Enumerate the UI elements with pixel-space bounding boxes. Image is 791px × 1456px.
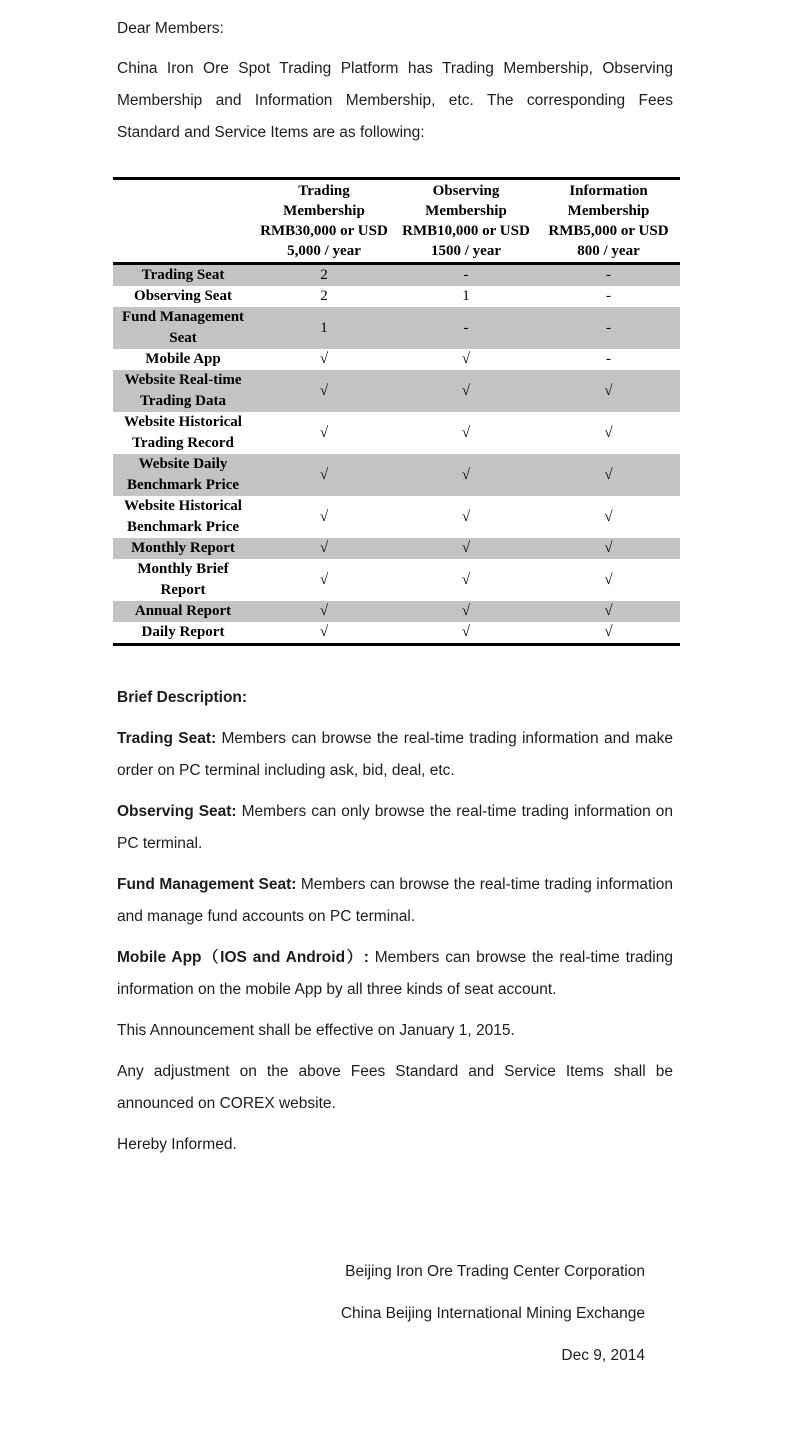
- table-row: [113, 496, 680, 538]
- description-item: [117, 869, 673, 933]
- column-header-line: Membership: [283, 203, 365, 219]
- cell-value: √: [604, 424, 613, 441]
- column-header-line: RMB5,000 or USD: [548, 223, 669, 239]
- table-row: [113, 622, 680, 645]
- cell-value: √: [319, 540, 329, 556]
- cell-value: √: [319, 603, 329, 619]
- cell-value: √: [319, 508, 329, 525]
- cell-value: √: [604, 540, 613, 556]
- closing-line: China Beijing International Mining Exchange: [340, 1305, 645, 1322]
- description-item: [117, 796, 673, 860]
- column-header-line: Observing: [432, 183, 500, 199]
- column-header-line: 800 / year: [577, 243, 640, 259]
- term-text: Members can only browse the real-time trading information on PC terminal.: [117, 803, 673, 852]
- column-header-line: Trading: [298, 183, 350, 199]
- cell-value: 2: [320, 288, 328, 304]
- table-row: [113, 538, 680, 559]
- salutation: Dear Members:: [117, 20, 224, 37]
- note-paragraph: This Announcement shall be effective on January 1, 2015.: [117, 1022, 515, 1039]
- cell-value: √: [319, 351, 329, 367]
- cell-value: 1: [320, 319, 328, 336]
- brief-description-list: [117, 723, 673, 1006]
- table-row: [113, 370, 680, 412]
- column-header-line: 1500 / year: [431, 243, 501, 259]
- cell-value: 2: [320, 267, 328, 283]
- notes-list: [117, 1015, 673, 1161]
- note-paragraph: Any adjustment on the above Fees Standard and Service Items shall be announced on COREX website.: [117, 1063, 673, 1112]
- table-row: [113, 307, 680, 349]
- cell-value: √: [319, 382, 329, 399]
- table-row: [113, 601, 680, 622]
- cell-value: √: [319, 466, 329, 483]
- row-label: Observing Seat: [134, 288, 232, 304]
- term-label: Mobile App（IOS and Android）:: [117, 949, 369, 966]
- table-row: [113, 286, 680, 307]
- cell-value: -: [606, 288, 611, 304]
- column-header: [537, 179, 680, 264]
- row-label: Fund Management Seat: [121, 309, 245, 346]
- cell-value: √: [461, 571, 471, 588]
- cell-value: √: [604, 571, 613, 588]
- brief-description-heading: Brief Description:: [117, 689, 248, 706]
- cell-value: √: [319, 624, 329, 640]
- closing-line: Beijing Iron Ore Trading Center Corporation: [345, 1263, 645, 1280]
- table-row: [113, 454, 680, 496]
- cell-value: √: [319, 424, 329, 441]
- column-header-line: Membership: [425, 203, 507, 219]
- closing-block: [117, 1256, 673, 1372]
- term-text: Members can browse the real-time trading information and make order on PC terminal including ask, bid, deal, etc.: [117, 730, 673, 779]
- term-text: Members can browse the real-time trading information and manage fund accounts on PC terminal.: [117, 876, 673, 925]
- cell-value: √: [604, 466, 613, 483]
- row-label: Annual Report: [134, 603, 232, 619]
- description-item: [117, 942, 673, 1006]
- row-label: Trading Seat: [141, 267, 225, 283]
- term-label: Observing Seat:: [117, 803, 237, 820]
- term-label: Trading Seat:: [117, 730, 217, 747]
- column-header-line: RMB30,000 or USD: [260, 223, 388, 239]
- row-label: Website Historical Benchmark Price: [124, 498, 242, 535]
- fees-table-body: [113, 264, 680, 645]
- cell-value: √: [604, 624, 613, 640]
- cell-value: √: [461, 540, 471, 556]
- note-paragraph: Hereby Informed.: [117, 1136, 237, 1153]
- row-label: Website Real-time Trading Data: [124, 372, 242, 409]
- fees-table: [113, 177, 680, 646]
- cell-value: √: [461, 508, 471, 525]
- column-header: [253, 179, 395, 264]
- description-item: [117, 723, 673, 787]
- cell-value: √: [319, 571, 329, 588]
- column-header-line: Membership: [567, 203, 650, 219]
- fees-header-row: [113, 179, 680, 264]
- cell-value: √: [461, 466, 471, 483]
- intro-paragraph: China Iron Ore Spot Trading Platform has Trading Membership, Observing Membership and Information Membership, etc. The corresponding Fees Standard and Service Items are as following:: [117, 60, 673, 141]
- row-label: Mobile App: [145, 351, 221, 367]
- table-row: [113, 559, 680, 601]
- table-row: [113, 412, 680, 454]
- column-header: [395, 179, 537, 264]
- term-label: Fund Management Seat:: [117, 876, 297, 893]
- fees-table-header: [113, 179, 680, 264]
- cell-value: √: [461, 624, 471, 640]
- cell-value: √: [604, 603, 613, 619]
- row-label: Monthly Report: [131, 540, 235, 556]
- row-label: Daily Report: [141, 624, 225, 640]
- cell-value: √: [604, 508, 613, 525]
- term-text: Members can browse the real-time trading information on the mobile App by all three kinds of seat account.: [117, 949, 673, 998]
- cell-value: -: [606, 267, 611, 283]
- cell-value: √: [604, 382, 613, 399]
- table-row: [113, 349, 680, 370]
- cell-value: √: [461, 424, 471, 441]
- row-label: Website Daily Benchmark Price: [126, 456, 240, 493]
- cell-value: √: [461, 382, 471, 399]
- cell-value: 1: [462, 288, 470, 304]
- closing-date: Dec 9, 2014: [561, 1347, 645, 1364]
- cell-value: √: [461, 351, 471, 367]
- table-row: [113, 264, 680, 287]
- column-header-line: Information: [569, 183, 648, 199]
- cell-value: -: [463, 319, 469, 336]
- column-header-line: 5,000 / year: [287, 243, 361, 259]
- column-header-empty: [113, 179, 253, 264]
- row-label: Monthly Brief Report: [137, 561, 229, 598]
- cell-value: -: [606, 319, 611, 336]
- column-header-line: RMB10,000 or USD: [402, 223, 530, 239]
- cell-value: √: [461, 603, 471, 619]
- row-label: Website Historical Trading Record: [124, 414, 242, 451]
- cell-value: -: [606, 351, 611, 367]
- cell-value: -: [463, 267, 469, 283]
